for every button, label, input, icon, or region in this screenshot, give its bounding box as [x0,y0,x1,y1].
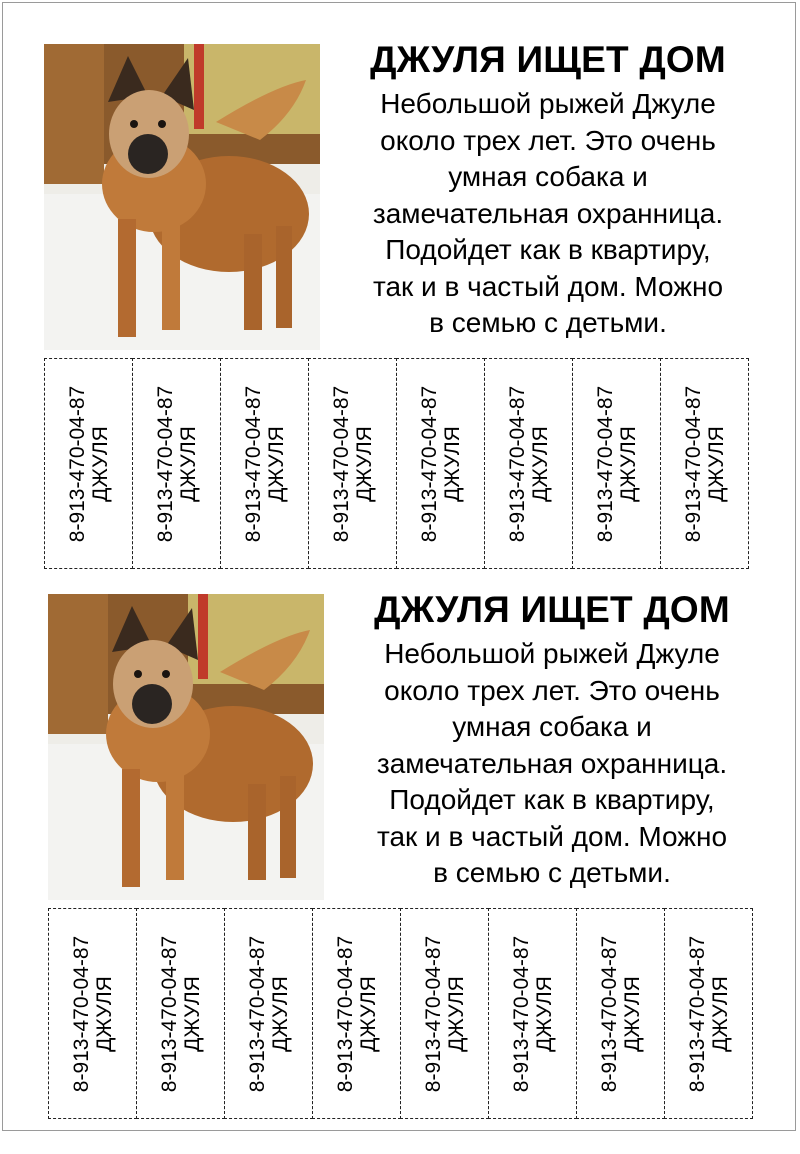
tab-name: ДЖУЛЯ [268,975,292,1052]
tear-off-tab[interactable] [400,908,489,1119]
description-line: замечательная охранница. [372,197,724,229]
description-line: так и в частый дом. Можно [372,270,724,302]
flyer-bottom [0,589,800,1154]
description-line: в семью с детьми. [433,857,671,888]
tear-off-tab[interactable] [136,908,225,1119]
tear-off-tab[interactable] [488,908,577,1119]
tear-off-tabs [44,358,748,569]
description-line: Подойдет как в квартиру, [385,234,711,265]
tab-phone: 8-913-470-04-87 [421,935,445,1092]
tab-name: ДЖУЛЯ [444,975,468,1052]
tab-phone: 8-913-470-04-87 [153,385,177,542]
tab-name: ДЖУЛЯ [352,425,376,502]
tear-off-tab[interactable] [312,908,401,1119]
flyer-top [0,39,800,604]
tab-name: ДЖУЛЯ [708,975,732,1052]
tab-phone: 8-913-470-04-87 [333,935,357,1092]
tab-name: ДЖУЛЯ [704,425,728,502]
tab-name: ДЖУЛЯ [532,975,556,1052]
dog-photo [48,594,324,900]
tab-name: ДЖУЛЯ [620,975,644,1052]
tab-phone: 8-913-470-04-87 [681,385,705,542]
tear-off-tabs [48,908,752,1119]
tab-name: ДЖУЛЯ [176,425,200,502]
tab-phone: 8-913-470-04-87 [685,935,709,1092]
ad-text [336,39,760,342]
tear-off-tab[interactable] [308,358,397,569]
tear-off-tab[interactable] [48,908,137,1119]
tab-name: ДЖУЛЯ [616,425,640,502]
tab-name: ДЖУЛЯ [440,425,464,502]
tab-phone: 8-913-470-04-87 [505,385,529,542]
description-line: Небольшой рыжей Джуле [384,638,720,669]
description-line: в семью с детьми. [429,307,667,338]
tab-phone: 8-913-470-04-87 [245,935,269,1092]
ad-title: ДЖУЛЯ ИЩЕТ ДОМ [370,39,726,80]
tab-phone: 8-913-470-04-87 [417,385,441,542]
tear-off-tab[interactable] [660,358,749,569]
tab-phone: 8-913-470-04-87 [65,385,89,542]
dog-photo [44,44,320,350]
description-line: умная собака и [452,711,652,742]
tab-phone: 8-913-470-04-87 [69,935,93,1092]
description-line: около трех лет. Это очень [380,124,716,156]
tear-off-tab[interactable] [220,358,309,569]
tab-name: ДЖУЛЯ [356,975,380,1052]
tab-phone: 8-913-470-04-87 [593,385,617,542]
tab-name: ДЖУЛЯ [88,425,112,502]
tab-phone: 8-913-470-04-87 [509,935,533,1092]
tab-phone: 8-913-470-04-87 [597,935,621,1092]
description-line: Подойдет как в квартиру, [389,784,715,815]
tab-name: ДЖУЛЯ [528,425,552,502]
description-line: Небольшой рыжей Джуле [380,88,716,119]
description-line: около трех лет. Это очень [384,674,720,706]
tear-off-tab[interactable] [484,358,573,569]
ad-description [340,636,764,892]
tab-name: ДЖУЛЯ [180,975,204,1052]
tear-off-tab[interactable] [576,908,665,1119]
ad-title: ДЖУЛЯ ИЩЕТ ДОМ [374,589,730,630]
tab-phone: 8-913-470-04-87 [241,385,265,542]
tear-off-tab[interactable] [44,358,133,569]
description-line: умная собака и [448,161,648,192]
ad-description [336,86,760,342]
description-line: так и в частый дом. Можно [376,820,728,852]
tab-phone: 8-913-470-04-87 [329,385,353,542]
tab-phone: 8-913-470-04-87 [157,935,181,1092]
tear-off-tab[interactable] [132,358,221,569]
tear-off-tab[interactable] [224,908,313,1119]
tear-off-tab[interactable] [664,908,753,1119]
tab-name: ДЖУЛЯ [92,975,116,1052]
tear-off-tab[interactable] [396,358,485,569]
tab-name: ДЖУЛЯ [264,425,288,502]
ad-text [340,589,764,892]
description-line: замечательная охранница. [376,747,728,779]
tear-off-tab[interactable] [572,358,661,569]
